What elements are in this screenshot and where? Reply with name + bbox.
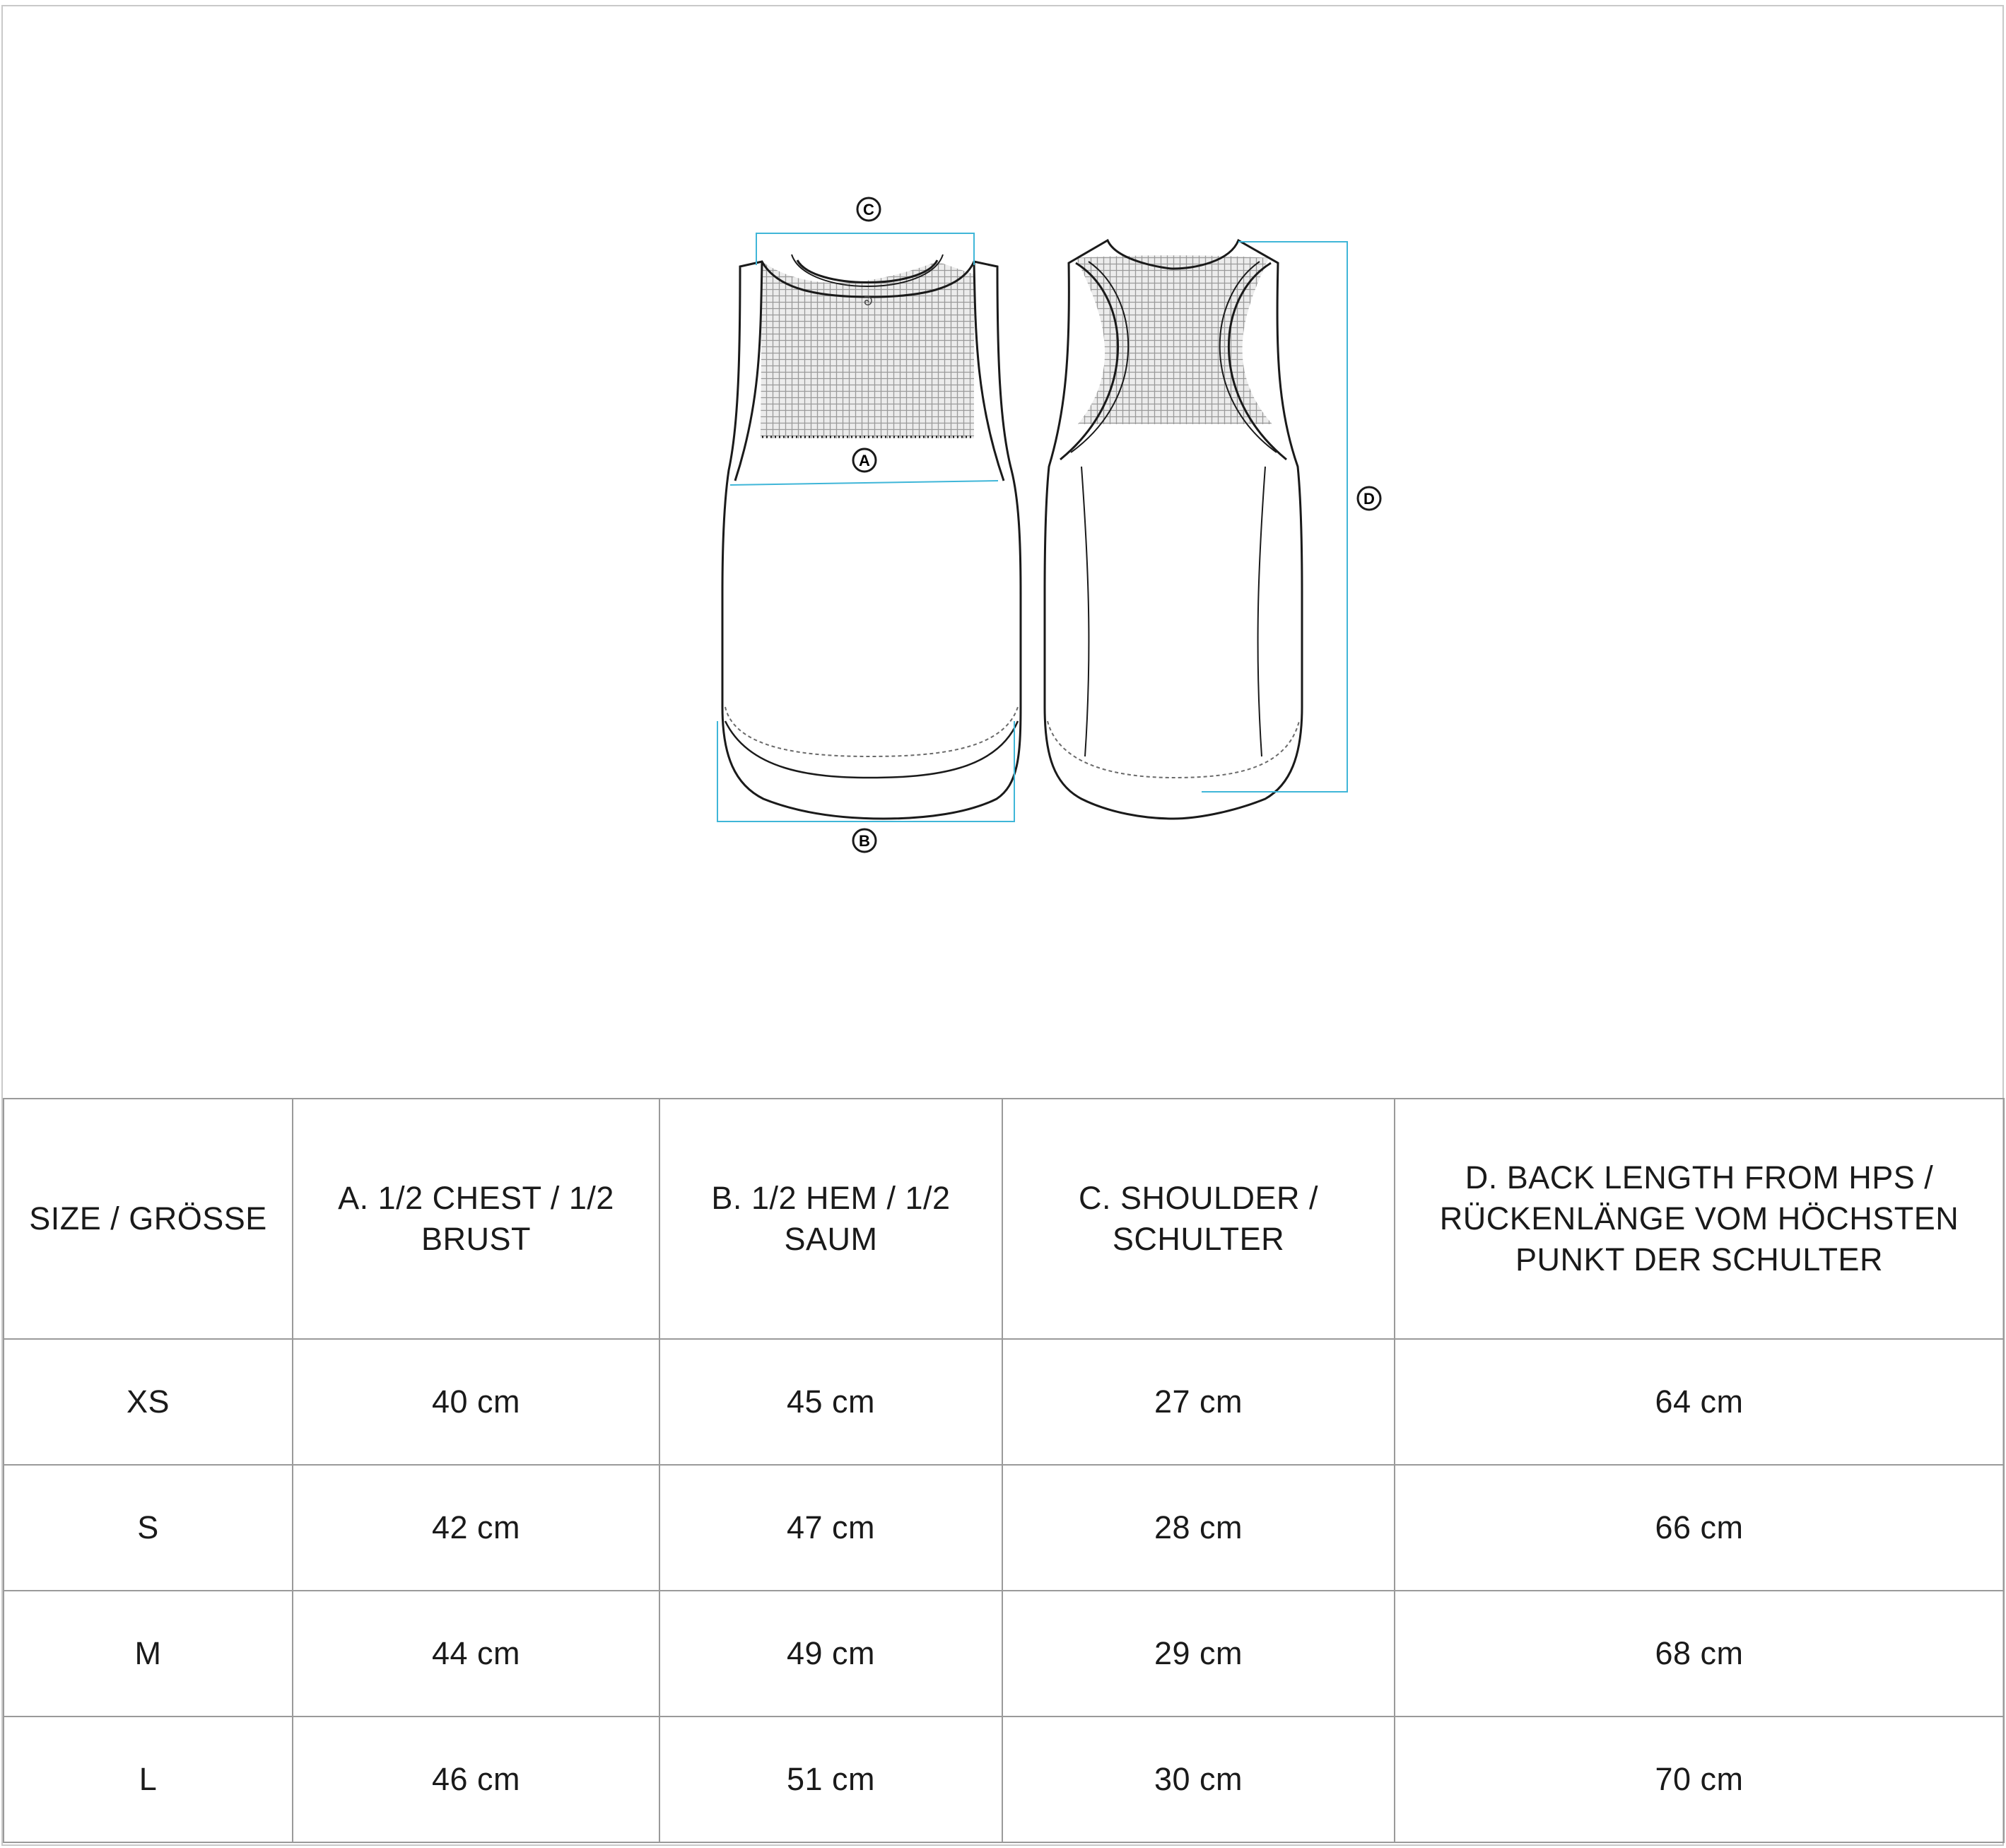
marker-a (853, 449, 876, 472)
measure-line-c (756, 233, 974, 265)
cell-chest: 40 cm (293, 1339, 659, 1465)
cell-size: L (4, 1717, 293, 1842)
marker-d (1358, 487, 1380, 510)
cell-chest: 46 cm (293, 1717, 659, 1842)
marker-c (857, 198, 880, 221)
cell-hem: 45 cm (659, 1339, 1002, 1465)
marker-b (853, 829, 876, 852)
table-row (4, 1465, 2004, 1591)
back-left-panel-seam (1081, 467, 1089, 756)
marker-d-label: D (1363, 490, 1375, 508)
back-view-sketch (1045, 240, 1302, 819)
measure-line-a (730, 481, 998, 485)
cell-chest: 42 cm (293, 1465, 659, 1591)
cell-hem: 49 cm (659, 1591, 1002, 1717)
cell-size: S (4, 1465, 293, 1591)
cell-shoulder: 29 cm (1002, 1591, 1395, 1717)
marker-c-label: C (863, 201, 874, 218)
header-chest: A. 1/2 CHEST / 1/2 BRUST (293, 1099, 659, 1339)
marker-b-label: B (859, 832, 870, 850)
cell-back-length: 66 cm (1395, 1465, 2004, 1591)
cell-hem: 51 cm (659, 1717, 1002, 1842)
cell-shoulder: 28 cm (1002, 1465, 1395, 1591)
header-size: SIZE / GRÖSSE (4, 1099, 293, 1339)
cell-size: XS (4, 1339, 293, 1465)
size-table (3, 1098, 2005, 1843)
cell-hem: 47 cm (659, 1465, 1002, 1591)
front-hem-stitch (725, 707, 1018, 756)
back-racer-mesh (1076, 255, 1272, 424)
cell-shoulder: 27 cm (1002, 1339, 1395, 1465)
cell-back-length: 64 cm (1395, 1339, 2004, 1465)
marker-a-label: A (859, 452, 870, 469)
front-logo-mark: ᘐ (864, 294, 873, 308)
cell-back-length: 68 cm (1395, 1591, 2004, 1717)
cell-shoulder: 30 cm (1002, 1717, 1395, 1842)
size-table-header-row (4, 1099, 2004, 1339)
cell-chest: 44 cm (293, 1591, 659, 1717)
front-hem-line (725, 721, 1018, 778)
header-shoulder: C. SHOULDER / SCHULTER (1002, 1099, 1395, 1339)
front-view-sketch (722, 255, 1021, 819)
header-back-length: D. BACK LENGTH FROM HPS / RÜCKENLÄNGE VOM HÖCHSTEN PUNKT DER SCHULTER (1395, 1099, 2004, 1339)
table-row (4, 1591, 2004, 1717)
cell-back-length: 70 cm (1395, 1717, 2004, 1842)
table-row (4, 1339, 2004, 1465)
measure-line-b (717, 721, 1014, 821)
cell-size: M (4, 1591, 293, 1717)
header-hem: B. 1/2 HEM / 1/2 SAUM (659, 1099, 1002, 1339)
back-right-panel-seam (1258, 467, 1265, 756)
table-row (4, 1717, 2004, 1842)
